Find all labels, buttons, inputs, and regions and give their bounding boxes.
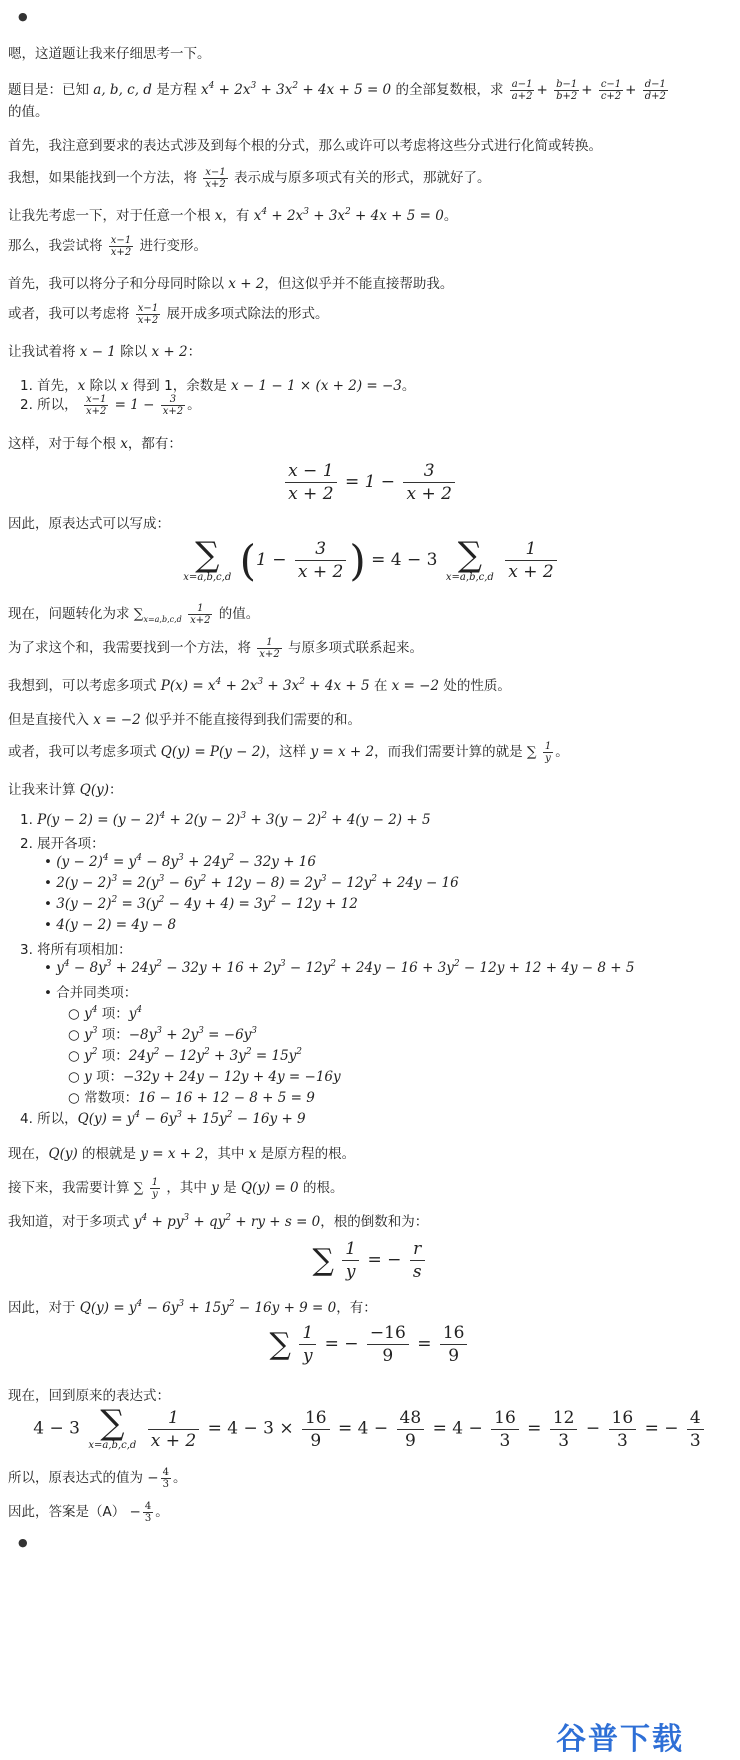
display-eq-1: $\frac{x - 1}{x + 2}$ = 1 − $\frac{3}{x + 2}$ xyxy=(0,460,740,505)
ol1-item-2: 2. 所以， $\frac{x-1}{x+2}$ = 1 − $\frac{3}{x+2}$ 。 xyxy=(20,393,201,417)
ol2-item-1: 1. $P(y - 2) = (y - 2)^4 + 2(y - 2)^3 + 3(y - 2)^2 + 4(y - 2) + 5$ xyxy=(20,811,431,828)
intro-line: 嗯，这道题让我来仔细思考一下。 xyxy=(8,46,211,62)
bullet-top: ● xyxy=(18,10,28,23)
paragraph-1: 首先，我注意到要求的表达式涉及到每个根的分式，那么或许可以考虑将这些分式进行化简或转换。 xyxy=(8,138,602,154)
combine-header: • 合并同类项： xyxy=(44,985,138,1001)
paragraph-16: 现在，Q(y) 的根就是 y = x + 2，其中 x 是原方程的根。 xyxy=(8,1146,356,1162)
paragraph-12: 我想到，可以考虑多项式 $P(x) = x^4 + 2x^3 + 3x^2 + 4x + 5$ 在 x = −2 处的性质。 xyxy=(8,677,511,694)
display-eq-5: 4 − 3 ∑ x=a,b,c,d $\frac{1}{x + 2}$ = 4 − 3 × $\frac{16}{9}$ = 4 − $\frac{48}{9}$ = 4 − $\frac{16}{3}$ = $\frac{12}{3}$ − $\frac{16}{3}$ = − $\frac{4}{3}$ xyxy=(0,1406,740,1452)
paragraph-8: 这样，对于每个根 x，都有： xyxy=(8,436,182,452)
watermark-logo: 谷普下载 xyxy=(556,1722,684,1757)
paragraph-3: 让我先考虑一下，对于任意一个根 x，有 $x^4 + 2x^3 + 3x^2 + 4x + 5 = 0$。 xyxy=(8,207,458,224)
paragraph-21: 所以，原表达式的值为 − $\frac{4}{3}$ 。 xyxy=(8,1466,187,1490)
paragraph-13: 但是直接代入 x = −2 似乎并不能直接得到我们需要的和。 xyxy=(8,712,362,728)
combine-constant: ○ 常数项：16 − 16 + 12 − 8 + 5 = 9 xyxy=(68,1090,315,1106)
paragraph-2: 我想，如果能找到一个方法，将 $\frac{x-1}{x+2}$ 表示成与原多项式有关的形式，那就好了。 xyxy=(8,166,491,190)
display-eq-4: ∑ $\frac{1}{y}$ = − $\frac{-16}{9}$ = $\frac{16}{9}$ xyxy=(0,1322,740,1367)
combine-y: ○ y 项：−32y + 24y − 12y + 4y = −16y xyxy=(68,1069,341,1085)
paragraph-9: 因此，原表达式可以写成： xyxy=(8,516,170,532)
expand-1: • $(y - 2)^4 = y^4 - 8y^3 + 24y^2 - 32y + 16$ xyxy=(44,853,316,870)
paragraph-5: 首先，我可以将分子和分母同时除以 x + 2，但这似乎并不能直接帮助我。 xyxy=(8,276,454,292)
paragraph-17: 接下来，我需要计算 ∑ $\frac{1}{y}$ ，其中 y 是 Q(y) = 0 的根。 xyxy=(8,1176,344,1200)
combine-y3: ○ $y^3$ 项：$-8y^3 + 2y^3 = -6y^3$ xyxy=(68,1026,258,1043)
display-eq-2: ∑ x=a,b,c,d (1 − $\frac{3}{x + 2}$ ) = 4 − 3 ∑ x=a,b,c,d $\frac{1}{x + 2}$ xyxy=(0,536,740,585)
ol2-item-4: 4. 所以，$Q(y) = y^4 - 6y^3 + 15y^2 - 16y + 9$ xyxy=(20,1110,306,1127)
bullet-bottom: ● xyxy=(18,1536,28,1549)
expand-2: • $2(y - 2)^3 = 2(y^3 - 6y^2 + 12y - 8) = 2y^3 - 12y^2 + 24y - 16$ xyxy=(44,874,459,891)
problem-line-2: 的值。 xyxy=(8,104,49,120)
paragraph-20: 现在，回到原来的表达式： xyxy=(8,1388,170,1404)
combine-y4: ○ $y^4$ 项：$y^4$ xyxy=(68,1005,143,1022)
expand-4: • 4(y − 2) = 4y − 8 xyxy=(44,917,177,933)
paragraph-10: 现在，问题转化为求 $\sum_{x=a,b,c,d}$ $\frac{1}{x+2}$ 的值。 xyxy=(8,602,260,626)
combine-y2: ○ $y^2$ 项：$24y^2 - 12y^2 + 3y^2 = 15y^2$ xyxy=(68,1047,303,1064)
problem-line: 题目是：已知 a, b, c, d 是方程 $x^4 + 2x^3 + 3x^2 + 4x + 5 = 0$ 的全部复数根，求 $\frac{a-1}{a+2}$ + $\frac{b-1}{b+2}$ + $\frac{c-1}{c+2}$ + $\frac{d-1}{d+2}$ xyxy=(8,78,666,102)
ol2-item-3: 3. 将所有项相加： xyxy=(20,942,132,958)
expand-3: • $3(y - 2)^2 = 3(y^2 - 4y + 4) = 3y^2 - 12y + 12$ xyxy=(44,895,358,912)
ol1-item-1: 1. 首先，x 除以 x 得到 1，余数是 x − 1 − 1 × (x + 2) = −3。 xyxy=(20,378,416,394)
paragraph-14: 或者，我可以考虑多项式 Q(y) = P(y − 2)，这样 y = x + 2，而我们需要计算的就是 ∑ $\frac{1}{y}$ 。 xyxy=(8,740,569,764)
display-eq-3: ∑ $\frac{1}{y}$ = − $\frac{r}{s}$ xyxy=(0,1238,740,1283)
paragraph-22: 因此，答案是（A） − $\frac{4}{3}$ 。 xyxy=(8,1500,169,1524)
paragraph-4: 那么，我尝试将 $\frac{x-1}{x+2}$ 进行变形。 xyxy=(8,234,207,258)
paragraph-18: 我知道，对于多项式 $y^4 + py^3 + qy^2$ + ry + s = 0，根的倒数和为： xyxy=(8,1213,429,1230)
paragraph-15: 让我来计算 Q(y)： xyxy=(8,782,123,798)
paragraph-7: 让我试着将 x − 1 除以 x + 2： xyxy=(8,344,202,360)
ol2-item-2: 2. 展开各项： xyxy=(20,836,105,852)
add-all-sum: • $y^4 - 8y^3 + 24y^2 - 32y + 16 + 2y^3 - 12y^2 + 24y - 16 + 3y^2 - 12y + 12 + 4y - 8 + 5$ xyxy=(44,959,635,976)
paragraph-6: 或者，我可以考虑将 $\frac{x-1}{x+2}$ 展开成多项式除法的形式。 xyxy=(8,302,329,326)
paragraph-11: 为了求这个和，我需要找到一个方法，将 $\frac{1}{x+2}$ 与原多项式联系起来。 xyxy=(8,636,423,660)
paragraph-19: 因此，对于 $Q(y) = y^4 - 6y^3 + 15y^2 - 16y + 9 = 0$，有： xyxy=(8,1299,377,1316)
